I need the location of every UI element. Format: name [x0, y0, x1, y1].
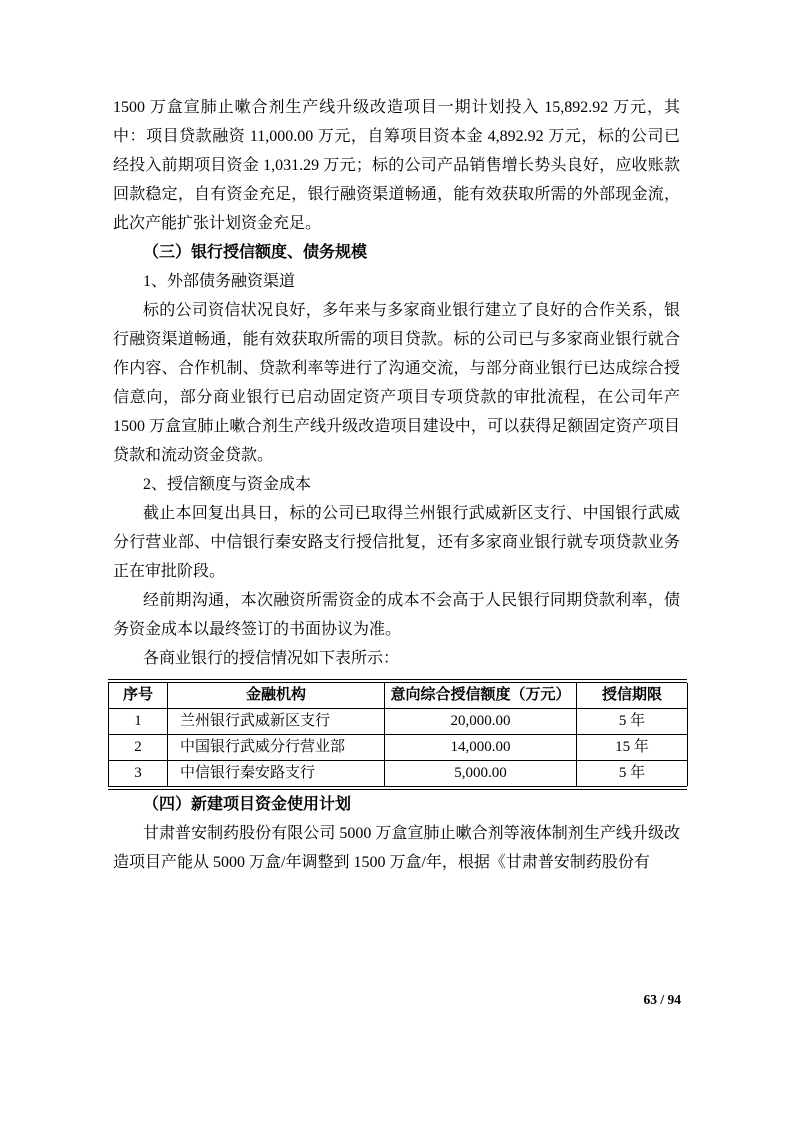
page-number: 63 / 94: [643, 992, 681, 1007]
credit-table: [108, 683, 688, 786]
paragraph-new-project-plan: 甘肃普安制药股份有限公司 5000 万盒宣肺止嗽合剂等液体制剂生产线升级改造项目产能从 5000 万盒/年调整到 1500 万盒/年，根据《甘肃普安制药股份有: [113, 825, 680, 871]
paragraph-funding-cost: 经前期沟通，本次融资所需资金的成本不会高于人民银行同期贷款利率，债务资金成本以最终签订的书面协议为准。: [113, 592, 680, 638]
credit-table-header-row: [109, 683, 688, 709]
credit-table-wrapper: [108, 679, 687, 790]
cell-credit-amount: 14,000.00: [385, 735, 577, 761]
table-row: [109, 709, 688, 735]
cell-seq: 3: [109, 761, 168, 787]
table-row: [109, 761, 688, 787]
cell-credit-term: 5 年: [577, 709, 688, 735]
table-row: [109, 735, 688, 761]
cell-credit-amount: 20,000.00: [385, 709, 577, 735]
cell-seq: 2: [109, 735, 168, 761]
heading-section-4: （四）新建项目资金使用计划: [143, 796, 352, 813]
cell-institution: 兰州银行武威新区支行: [168, 709, 385, 735]
subheading-external-debt-channels: 1、外部债务融资渠道: [143, 273, 296, 290]
paragraph-carryover: 1500 万盒宣肺止嗽合剂生产线升级改造项目一期计划投入 15,892.92 万元，其中：项目贷款融资 11,000.00 万元，自筹项目资本金 4,892.92 万元，标的公司已经投入前期项目资金 1,031.29 万元；标的公司产品销售增长势头良好，应收账款回款稳定，自有资金充足，银行融资渠道畅通，能有效获取所需的外部现金流，此次产能扩张计划资金充足。: [113, 99, 680, 232]
cell-credit-term: 15 年: [577, 735, 688, 761]
column-header-institution: 金融机构: [168, 683, 385, 709]
paragraph-credit-approvals: 截止本回复出具日，标的公司已取得兰州银行武威新区支行、中国银行武威分行营业部、中信银行秦安路支行授信批复，还有多家商业银行就专项贷款业务正在审批阶段。: [113, 505, 680, 580]
cell-institution: 中国银行武威分行营业部: [168, 735, 385, 761]
cell-seq: 1: [109, 709, 168, 735]
page-content: [113, 93, 680, 877]
subheading-credit-limit-cost: 2、授信额度与资金成本: [143, 476, 312, 493]
column-header-seq: 序号: [109, 683, 168, 709]
paragraph-bank-relations: 标的公司资信状况良好，多年来与多家商业银行建立了良好的合作关系，银行融资渠道畅通，能有效获取所需的项目贷款。标的公司已与多家商业银行就合作内容、合作机制、贷款利率等进行了沟通交流，与部分商业银行已达成综合授信意向，部分商业银行已启动固定资产项目专项贷款的审批流程，在公司年产 1500 万盒宣肺止嗽合剂生产线升级改造项目建设中，可以获得足额固定资产项目贷款和流动资金贷款。: [113, 302, 680, 464]
cell-credit-amount: 5,000.00: [385, 761, 577, 787]
cell-institution: 中信银行秦安路支行: [168, 761, 385, 787]
heading-section-3: （三）银行授信额度、债务规模: [143, 244, 368, 261]
paragraph-table-intro: 各商业银行的授信情况如下表所示：: [143, 650, 400, 667]
column-header-credit-term: 授信期限: [577, 683, 688, 709]
column-header-credit-amount: 意向综合授信额度（万元）: [385, 683, 577, 709]
cell-credit-term: 5 年: [577, 761, 688, 787]
